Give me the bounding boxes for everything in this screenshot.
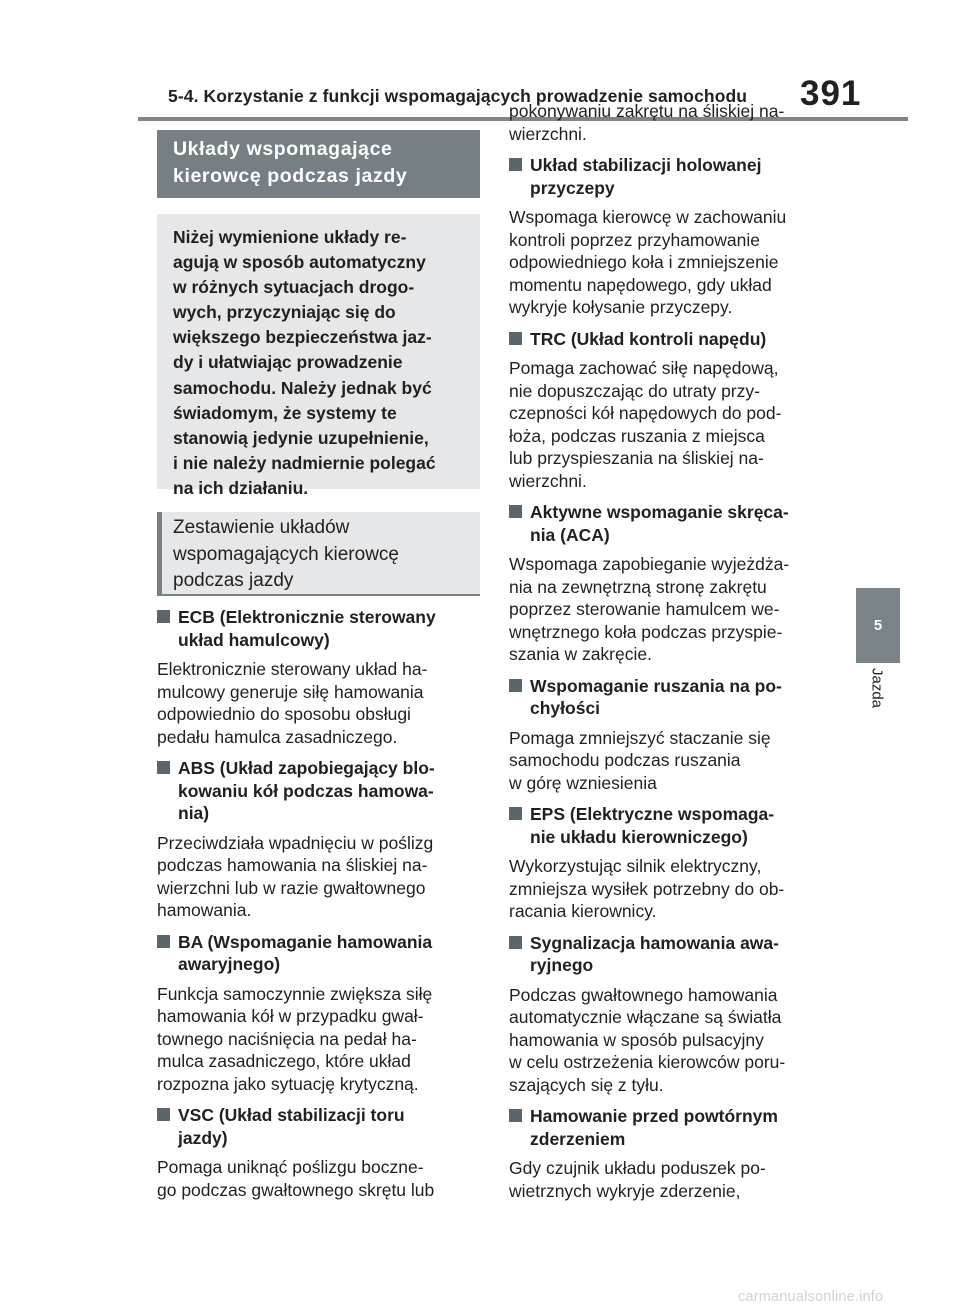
feature-heading <box>509 1105 839 1150</box>
feature-description <box>509 553 839 666</box>
intro-line: na ich działaniu. <box>173 477 309 498</box>
feature-item <box>509 501 839 666</box>
feature-description <box>509 206 839 319</box>
section-title-line: kierowcę podczas jazdy <box>173 165 408 187</box>
square-bullet-icon <box>509 505 522 518</box>
body-line: wierzchni. <box>509 123 587 144</box>
watermark-text: carmanualsonline.info <box>738 1289 884 1305</box>
body-line: Funkcja samoczynnie zwiększa siłę <box>157 983 433 1004</box>
body-line: Podczas gwałtownego hamowania <box>509 984 778 1005</box>
body-line: nia na zewnętrzną stronę zakrętu <box>509 576 767 597</box>
intro-line: dy i ułatwiając prowadzenie <box>173 352 403 373</box>
body-line: Pomaga uniknąć poślizgu boczne- <box>157 1157 424 1177</box>
feature-heading <box>509 501 839 546</box>
right-column <box>509 100 839 1211</box>
square-bullet-icon <box>157 761 170 774</box>
feature-description <box>157 983 487 1096</box>
feature-description <box>509 984 839 1097</box>
feature-heading-line: układ hamulcowy) <box>178 629 330 650</box>
feature-description <box>157 658 487 748</box>
subsection-heading-line: wspomagających kierowcę <box>173 543 399 565</box>
body-line: Gdy czujnik układu poduszek po- <box>509 1158 766 1178</box>
feature-description <box>509 357 839 492</box>
body-line: w celu ostrzeżenia kierowców poru- <box>509 1052 786 1072</box>
feature-heading-line: Wspomaganie ruszania na po- <box>530 675 782 696</box>
feature-heading-line: kowaniu kół podczas hamowa- <box>178 780 434 801</box>
feature-heading <box>157 757 487 825</box>
intro-line: samochodu. Należy jednak być <box>173 377 432 398</box>
feature-description <box>157 832 487 922</box>
body-line: w górę wzniesienia <box>509 772 657 793</box>
feature-heading <box>157 931 487 976</box>
intro-line: stanowią jedynie uzupełnienie, <box>173 427 429 448</box>
body-line: wierzchni. <box>509 470 587 491</box>
feature-description <box>509 1157 839 1202</box>
square-bullet-icon <box>509 936 522 949</box>
feature-heading-line: zderzeniem <box>530 1128 626 1149</box>
subsection-heading-line: Zestawienie układów <box>173 517 350 538</box>
subsection-heading <box>157 512 480 596</box>
feature-heading-line: TRC (Układ kontroli napędu) <box>530 328 767 349</box>
body-line: Przeciwdziała wpadnięciu w poślizg <box>157 832 434 853</box>
square-bullet-icon <box>509 158 522 171</box>
intro-line: agują w sposób automatyczny <box>173 252 426 273</box>
square-bullet-icon <box>157 1108 170 1121</box>
body-line: mulcowy generuje siłę hamowania <box>157 681 424 702</box>
feature-heading <box>157 606 487 651</box>
body-line: odpowiedniego koła i zmniejszenie <box>509 252 779 272</box>
body-line: lub przyspieszania na śliskiej na- <box>509 448 764 468</box>
square-bullet-icon <box>509 332 522 345</box>
feature-item <box>509 803 839 923</box>
body-line: nie dopuszczając do utraty przy- <box>509 380 760 401</box>
section-title-banner <box>157 130 480 198</box>
feature-heading <box>509 803 839 848</box>
body-line: hamowania kół w przypadku gwał- <box>157 1006 424 1026</box>
feature-heading-line: ryjnego <box>530 955 594 975</box>
body-line: Pomaga zachować siłę napędową, <box>509 358 779 378</box>
feature-heading-line: Aktywne wspomaganie skręca- <box>530 502 789 522</box>
intro-line: wych, przyczyniając się do <box>173 302 396 323</box>
body-line: czepności kół napędowych do pod- <box>509 403 782 423</box>
feature-heading-line: VSC (Układ stabilizacji toru <box>178 1105 405 1125</box>
body-line: wnętrznego koła podczas przyspie- <box>509 621 783 642</box>
body-line: pedału hamulca zasadniczego. <box>157 726 398 747</box>
subsection-heading-line: podczas jazdy <box>173 570 294 591</box>
feature-item <box>157 606 487 748</box>
feature-item <box>157 1104 487 1201</box>
body-line: wykryje kołysanie przyczepy. <box>509 297 733 317</box>
body-line: podczas hamowania na śliskiej na- <box>157 855 428 875</box>
feature-heading-line: EPS (Elektryczne wspomaga- <box>530 804 775 824</box>
feature-heading-line: Układ stabilizacji holowanej <box>530 155 762 175</box>
feature-item <box>509 328 839 493</box>
feature-heading <box>509 932 839 977</box>
body-line: samochodu podczas ruszania <box>509 750 741 770</box>
feature-heading-line: Sygnalizacja hamowania awa- <box>530 932 779 953</box>
square-bullet-icon <box>509 679 522 692</box>
feature-item <box>509 154 839 319</box>
feature-heading-line: BA (Wspomaganie hamowania <box>178 931 433 952</box>
feature-heading <box>157 1104 487 1149</box>
body-line: wierzchni lub w razie gwałtownego <box>157 877 426 898</box>
chapter-tab-label: Jazda <box>868 668 886 709</box>
body-line: Wspomaga kierowcę w zachowaniu <box>509 207 787 227</box>
feature-description <box>157 1156 487 1201</box>
body-line: Wspomaga zapobieganie wyjeżdża- <box>509 554 790 574</box>
running-header-title: 5-4. Korzystanie z funkcji wspomagających prowadzenie samochodu <box>168 86 748 106</box>
feature-heading-line: przyczepy <box>530 177 615 198</box>
feature-item <box>157 757 487 922</box>
intro-line: w różnych sytuacjach drogo- <box>173 277 415 298</box>
body-line: szania w zakręcie. <box>509 644 652 664</box>
left-column <box>157 606 487 1210</box>
feature-heading-line: chyłości <box>530 698 601 718</box>
page-number: 391 <box>800 74 862 113</box>
body-line: zmniejsza wysiłek potrzebny do ob- <box>509 878 785 899</box>
feature-heading-line: nie układu kierowniczego) <box>530 826 748 847</box>
body-line: automatycznie włączane są światła <box>509 1007 782 1027</box>
body-line: pokonywaniu zakrętu na śliskiej na- <box>509 101 785 121</box>
square-bullet-icon <box>509 807 522 820</box>
body-line: odpowiednio do sposobu obsługi <box>157 704 411 724</box>
feature-heading-line: ECB (Elektronicznie sterowany <box>178 607 436 627</box>
body-line: racania kierownicy. <box>509 901 657 921</box>
feature-heading-line: jazdy) <box>178 1127 228 1148</box>
body-line: mulca zasadniczego, które układ <box>157 1051 411 1071</box>
square-bullet-icon <box>509 1109 522 1122</box>
feature-item <box>509 1105 839 1202</box>
body-line: hamowania w sposób pulsacyjny <box>509 1029 764 1050</box>
square-bullet-icon <box>157 610 170 623</box>
intro-line: i nie należy nadmiernie polegać <box>173 452 436 473</box>
body-line: townego naciśnięcia na pedał ha- <box>157 1028 417 1049</box>
body-line: Pomaga zmniejszyć staczanie się <box>509 727 771 748</box>
feature-heading-line: ABS (Układ zapobiegający blo- <box>178 758 435 778</box>
feature-description <box>509 855 839 923</box>
chapter-tab <box>856 588 900 663</box>
feature-item <box>509 932 839 1097</box>
body-line: szających się z tyłu. <box>509 1074 664 1095</box>
intro-line: Niżej wymienione układy re- <box>173 227 407 247</box>
square-bullet-icon <box>157 935 170 948</box>
feature-heading-line: awaryjnego) <box>178 954 281 974</box>
section-title-line: Układy wspomagające <box>173 138 393 160</box>
intro-box <box>157 214 480 498</box>
feature-heading <box>509 675 839 720</box>
body-line: go podczas gwałtownego skrętu lub <box>157 1179 435 1200</box>
feature-heading-line: nia) <box>178 803 210 823</box>
feature-item <box>509 675 839 795</box>
body-line: hamowania. <box>157 900 252 920</box>
feature-heading-line: nia (ACA) <box>530 524 610 545</box>
body-line: poprzez sterowanie hamulcem we- <box>509 599 780 619</box>
body-line: rozpozna jako sytuację krytyczną. <box>157 1073 419 1094</box>
chapter-tab-number: 5 <box>873 617 883 634</box>
body-line: Elektronicznie sterowany układ ha- <box>157 659 428 679</box>
intro-line: większego bezpieczeństwa jaz- <box>173 327 432 348</box>
body-line: kontroli poprzez przyhamowanie <box>509 229 760 250</box>
body-line: wietrznych wykryje zderzenie, <box>509 1180 741 1201</box>
feature-description <box>509 727 839 795</box>
body-line: łoża, podczas ruszania z miejsca <box>509 425 765 446</box>
feature-heading-line: Hamowanie przed powtórnym <box>530 1106 778 1126</box>
continued-paragraph <box>509 100 839 145</box>
body-line: Wykorzystując silnik elektryczny, <box>509 856 762 876</box>
feature-item <box>157 931 487 1096</box>
feature-heading <box>509 154 839 199</box>
intro-line: świadomym, że systemy te <box>173 402 397 423</box>
body-line: momentu napędowego, gdy układ <box>509 274 772 295</box>
feature-heading <box>509 328 839 351</box>
